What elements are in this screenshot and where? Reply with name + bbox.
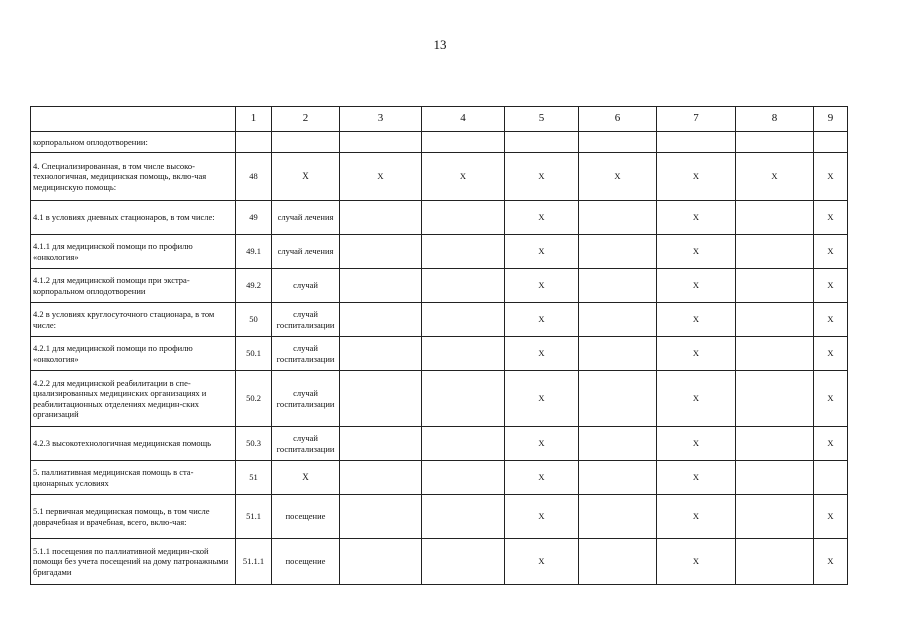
table-row <box>31 235 848 269</box>
cell-col-9: Х <box>814 539 848 585</box>
cell-col-5: Х <box>505 201 579 235</box>
cell-col-9: Х <box>814 201 848 235</box>
cell-col-7: Х <box>657 539 736 585</box>
cell-col-5: Х <box>505 427 579 461</box>
page-number: 13 <box>433 37 447 52</box>
data-table <box>30 106 848 585</box>
row-label: 5.1.1 посещения по паллиативной медицин-ской помощи без учета посещений на дому патронажными бригадами <box>31 539 236 585</box>
row-label: 4.2.1 для медицинской помощи по профилю «онкология» <box>31 337 236 371</box>
header-cell: 6 <box>579 107 657 132</box>
cell-col-3 <box>340 427 422 461</box>
header-cell: 9 <box>814 107 848 132</box>
cell-col-9: Х <box>814 153 848 201</box>
cell-col-7: Х <box>657 337 736 371</box>
cell-col-8 <box>736 461 814 495</box>
cell-col-7: Х <box>657 235 736 269</box>
cell-col-8 <box>736 201 814 235</box>
cell-col-6 <box>579 235 657 269</box>
row-number: 49.2 <box>236 269 272 303</box>
row-label: 4.1 в условиях дневных стационаров, в том числе: <box>31 201 236 235</box>
cell-col-5: Х <box>505 495 579 539</box>
cell-col-3 <box>340 371 422 427</box>
cell-col-8 <box>736 337 814 371</box>
unit-cell: посещение <box>272 495 340 539</box>
cell-col-6 <box>579 539 657 585</box>
cell-col-7: Х <box>657 269 736 303</box>
table-row <box>31 337 848 371</box>
cell-col-8 <box>736 235 814 269</box>
cell-col-7: Х <box>657 371 736 427</box>
cell-col-5: Х <box>505 337 579 371</box>
unit-cell: случай госпитализации <box>272 337 340 371</box>
header-cell: 8 <box>736 107 814 132</box>
row-label: 4.2 в условиях круглосуточного стационара, в том числе: <box>31 303 236 337</box>
table-row <box>31 427 848 461</box>
cell-col-7 <box>657 132 736 153</box>
cell-col-7: Х <box>657 461 736 495</box>
cell-col-6 <box>579 371 657 427</box>
header-cell-label <box>31 107 236 132</box>
table-row <box>31 132 848 153</box>
cell-col-9 <box>814 132 848 153</box>
cell-col-3 <box>340 201 422 235</box>
table-row <box>31 461 848 495</box>
cell-col-9: Х <box>814 427 848 461</box>
table-row <box>31 303 848 337</box>
row-number: 48 <box>236 153 272 201</box>
row-number: 51.1.1 <box>236 539 272 585</box>
row-label: 5. паллиативная медицинская помощь в ста-ционарных условиях <box>31 461 236 495</box>
cell-col-8 <box>736 495 814 539</box>
cell-col-9: Х <box>814 495 848 539</box>
cell-col-7: Х <box>657 303 736 337</box>
cell-col-3: Х <box>340 153 422 201</box>
cell-col-9: Х <box>814 303 848 337</box>
cell-col-5: Х <box>505 235 579 269</box>
cell-col-5: Х <box>505 269 579 303</box>
cell-col-6 <box>579 132 657 153</box>
unit-cell: случай госпитализации <box>272 371 340 427</box>
table-row <box>31 539 848 585</box>
cell-col-4 <box>422 201 505 235</box>
cell-col-9: Х <box>814 371 848 427</box>
row-number: 50 <box>236 303 272 337</box>
cell-col-4 <box>422 269 505 303</box>
cell-col-6 <box>579 269 657 303</box>
cell-col-6 <box>579 461 657 495</box>
unit-cell: случай лечения <box>272 201 340 235</box>
header-cell: 4 <box>422 107 505 132</box>
cell-col-8: Х <box>736 153 814 201</box>
cell-col-5: Х <box>505 461 579 495</box>
row-label: 4.1.1 для медицинской помощи по профилю «онкология» <box>31 235 236 269</box>
row-number: 49.1 <box>236 235 272 269</box>
cell-col-9: Х <box>814 269 848 303</box>
row-label: 4.2.2 для медицинской реабилитации в спе-циализированных медицинских организациях и реабилитационных отделениях медицин-ских организаций <box>31 371 236 427</box>
cell-col-7: Х <box>657 495 736 539</box>
cell-col-4 <box>422 337 505 371</box>
row-number: 51.1 <box>236 495 272 539</box>
cell-col-8 <box>736 269 814 303</box>
row-label: 5.1 первичная медицинская помощь, в том числе доврачебная и врачебная, всего, вклю-чая: <box>31 495 236 539</box>
cell-col-9: Х <box>814 235 848 269</box>
cell-col-4 <box>422 539 505 585</box>
cell-col-4 <box>422 132 505 153</box>
cell-col-6: Х <box>579 153 657 201</box>
unit-cell: случай госпитализации <box>272 303 340 337</box>
cell-col-8 <box>736 303 814 337</box>
row-number: 50.3 <box>236 427 272 461</box>
unit-cell: Х <box>272 153 340 201</box>
header-cell: 5 <box>505 107 579 132</box>
cell-col-4 <box>422 495 505 539</box>
unit-cell <box>272 132 340 153</box>
cell-col-3 <box>340 303 422 337</box>
cell-col-6 <box>579 201 657 235</box>
header-row <box>31 107 848 132</box>
cell-col-3 <box>340 337 422 371</box>
cell-col-3 <box>340 269 422 303</box>
unit-cell: случай госпитализации <box>272 427 340 461</box>
cell-col-4 <box>422 461 505 495</box>
row-number <box>236 132 272 153</box>
cell-col-3 <box>340 235 422 269</box>
cell-col-8 <box>736 132 814 153</box>
cell-col-3 <box>340 495 422 539</box>
cell-col-7: Х <box>657 427 736 461</box>
cell-col-3 <box>340 539 422 585</box>
header-cell: 1 <box>236 107 272 132</box>
row-number: 50.2 <box>236 371 272 427</box>
cell-col-4 <box>422 371 505 427</box>
cell-col-6 <box>579 495 657 539</box>
unit-cell: Х <box>272 461 340 495</box>
header-cell: 2 <box>272 107 340 132</box>
table-row <box>31 201 848 235</box>
cell-col-4: Х <box>422 153 505 201</box>
cell-col-8 <box>736 539 814 585</box>
table-row <box>31 371 848 427</box>
row-label: 4.2.3 высокотехнологичная медицинская помощь <box>31 427 236 461</box>
cell-col-3 <box>340 461 422 495</box>
cell-col-6 <box>579 303 657 337</box>
row-number: 50.1 <box>236 337 272 371</box>
row-number: 51 <box>236 461 272 495</box>
cell-col-4 <box>422 235 505 269</box>
cell-col-8 <box>736 371 814 427</box>
cell-col-9 <box>814 461 848 495</box>
cell-col-3 <box>340 132 422 153</box>
table-row <box>31 495 848 539</box>
row-label: 4.1.2 для медицинской помощи при экстра-корпоральном оплодотворении <box>31 269 236 303</box>
cell-col-6 <box>579 427 657 461</box>
unit-cell: посещение <box>272 539 340 585</box>
cell-col-7: Х <box>657 201 736 235</box>
row-label: корпоральном оплодотворении: <box>31 132 236 153</box>
cell-col-8 <box>736 427 814 461</box>
header-cell: 3 <box>340 107 422 132</box>
header-cell: 7 <box>657 107 736 132</box>
cell-col-5 <box>505 132 579 153</box>
row-label: 4. Специализированная, в том числе высоко-технологичная, медицинская помощь, вклю-чая медицинскую помощь: <box>31 153 236 201</box>
unit-cell: случай лечения <box>272 235 340 269</box>
cell-col-5: Х <box>505 153 579 201</box>
unit-cell: случай <box>272 269 340 303</box>
cell-col-5: Х <box>505 539 579 585</box>
cell-col-4 <box>422 303 505 337</box>
cell-col-4 <box>422 427 505 461</box>
cell-col-6 <box>579 337 657 371</box>
cell-col-5: Х <box>505 303 579 337</box>
table-row <box>31 153 848 201</box>
table-row <box>31 269 848 303</box>
cell-col-7: Х <box>657 153 736 201</box>
cell-col-9: Х <box>814 337 848 371</box>
row-number: 49 <box>236 201 272 235</box>
cell-col-5: Х <box>505 371 579 427</box>
